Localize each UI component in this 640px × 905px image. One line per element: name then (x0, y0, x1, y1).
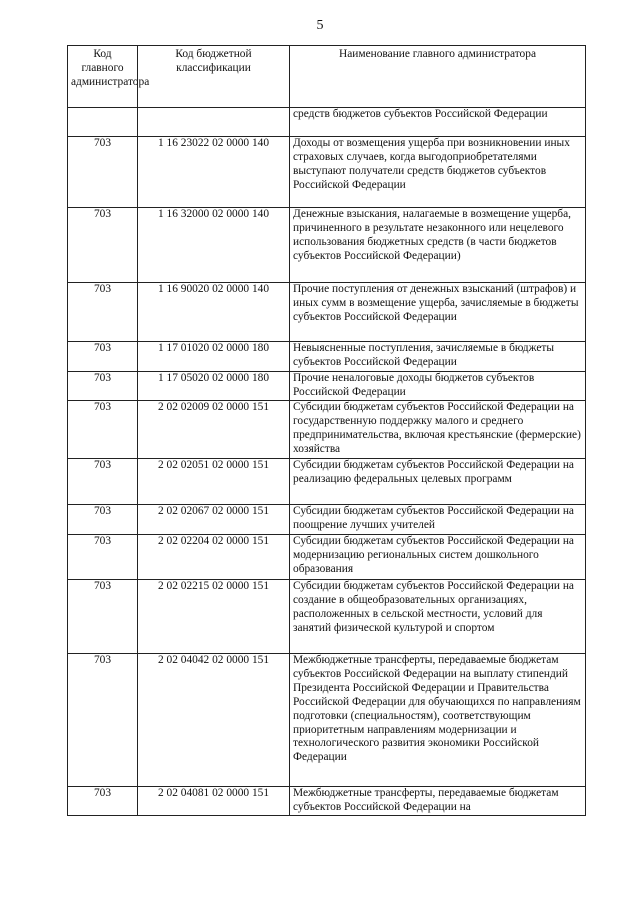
cell-admin-code: 703 (68, 283, 138, 342)
cell-admin-name: Прочие неналоговые доходы бюджетов субъектов Российской Федерации (290, 372, 586, 401)
cell-budget-code: 2 02 02204 02 0000 151 (138, 535, 290, 580)
cell-admin-code: 703 (68, 654, 138, 787)
cell-admin-name: Доходы от возмещения ущерба при возникновении иных страховых случаев, когда выгодоприобретателями выступают получатели средств бюджетов субъектов Российской Федерации (290, 137, 586, 208)
table-row (68, 372, 586, 401)
table-row (68, 580, 586, 654)
header-budget-code: Код бюджетной классификации (138, 46, 290, 108)
cell-admin-name: Денежные взыскания, налагаемые в возмещение ущерба, причиненного в результате незаконного или нецелевого использования бюджетных средств (в части бюджетов субъектов Российской Федерации) (290, 208, 586, 283)
cell-budget-code: 2 02 04081 02 0000 151 (138, 787, 290, 816)
cell-admin-code (68, 108, 138, 137)
cell-budget-code: 1 17 01020 02 0000 180 (138, 342, 290, 372)
table-row (68, 208, 586, 283)
table-row (68, 137, 586, 208)
table-header-row (68, 46, 586, 108)
table-row (68, 787, 586, 816)
table-row (68, 401, 586, 459)
table-row (68, 535, 586, 580)
cell-admin-code: 703 (68, 208, 138, 283)
header-admin-code: Код главного администратора (68, 46, 138, 108)
cell-admin-name: средств бюджетов субъектов Российской Федерации (290, 108, 586, 137)
cell-admin-code: 703 (68, 137, 138, 208)
cell-admin-name: Межбюджетные трансферты, передаваемые бюджетам субъектов Российской Федерации на (290, 787, 586, 816)
table-row (68, 342, 586, 372)
cell-budget-code: 2 02 02051 02 0000 151 (138, 459, 290, 505)
cell-admin-code: 703 (68, 372, 138, 401)
cell-budget-code: 2 02 04042 02 0000 151 (138, 654, 290, 787)
cell-budget-code: 1 16 23022 02 0000 140 (138, 137, 290, 208)
cell-admin-name: Невыясненные поступления, зачисляемые в бюджеты субъектов Российской Федерации (290, 342, 586, 372)
page-number: 5 (316, 18, 324, 33)
cell-admin-name: Субсидии бюджетам субъектов Российской Федерации на реализацию федеральных целевых программ (290, 459, 586, 505)
table-row (68, 108, 586, 137)
cell-admin-name: Субсидии бюджетам субъектов Российской Федерации на государственную поддержку малого и среднего предпринимательства, включая крестьянские (фермерские) хозяйства (290, 401, 586, 459)
cell-admin-name: Субсидии бюджетам субъектов Российской Федерации на создание в общеобразовательных организациях, расположенных в сельской местности, условий для занятий физической культурой и спортом (290, 580, 586, 654)
cell-admin-code: 703 (68, 580, 138, 654)
cell-budget-code: 2 02 02067 02 0000 151 (138, 505, 290, 535)
cell-budget-code (138, 108, 290, 137)
cell-budget-code: 2 02 02009 02 0000 151 (138, 401, 290, 459)
cell-admin-name: Межбюджетные трансферты, передаваемые бюджетам субъектов Российской Федерации на выплату стипендий Президента Российской Федерации и Правительства Российской Федерации для обучающихся по направлениям подготовки (специальностям), соответствующим приоритетным направлениям модернизации и технологического развития экономики Российской Федерации (290, 654, 586, 787)
table-row (68, 505, 586, 535)
cell-budget-code: 1 17 05020 02 0000 180 (138, 372, 290, 401)
table-row (68, 654, 586, 787)
cell-budget-code: 1 16 90020 02 0000 140 (138, 283, 290, 342)
cell-admin-name: Прочие поступления от денежных взысканий (штрафов) и иных сумм в возмещение ущерба, зачисляемые в бюджеты субъектов Российской Федерации (290, 283, 586, 342)
cell-admin-code: 703 (68, 787, 138, 816)
cell-admin-code: 703 (68, 342, 138, 372)
cell-admin-code: 703 (68, 505, 138, 535)
cell-budget-code: 2 02 02215 02 0000 151 (138, 580, 290, 654)
header-admin-name: Наименование главного администратора (290, 46, 586, 108)
cell-admin-code: 703 (68, 459, 138, 505)
budget-classification-table (67, 45, 586, 816)
cell-admin-name: Субсидии бюджетам субъектов Российской Федерации на модернизацию региональных систем дошкольного образования (290, 535, 586, 580)
cell-budget-code: 1 16 32000 02 0000 140 (138, 208, 290, 283)
cell-admin-code: 703 (68, 535, 138, 580)
cell-admin-name: Субсидии бюджетам субъектов Российской Федерации на поощрение лучших учителей (290, 505, 586, 535)
table-row (68, 459, 586, 505)
table-row (68, 283, 586, 342)
cell-admin-code: 703 (68, 401, 138, 459)
